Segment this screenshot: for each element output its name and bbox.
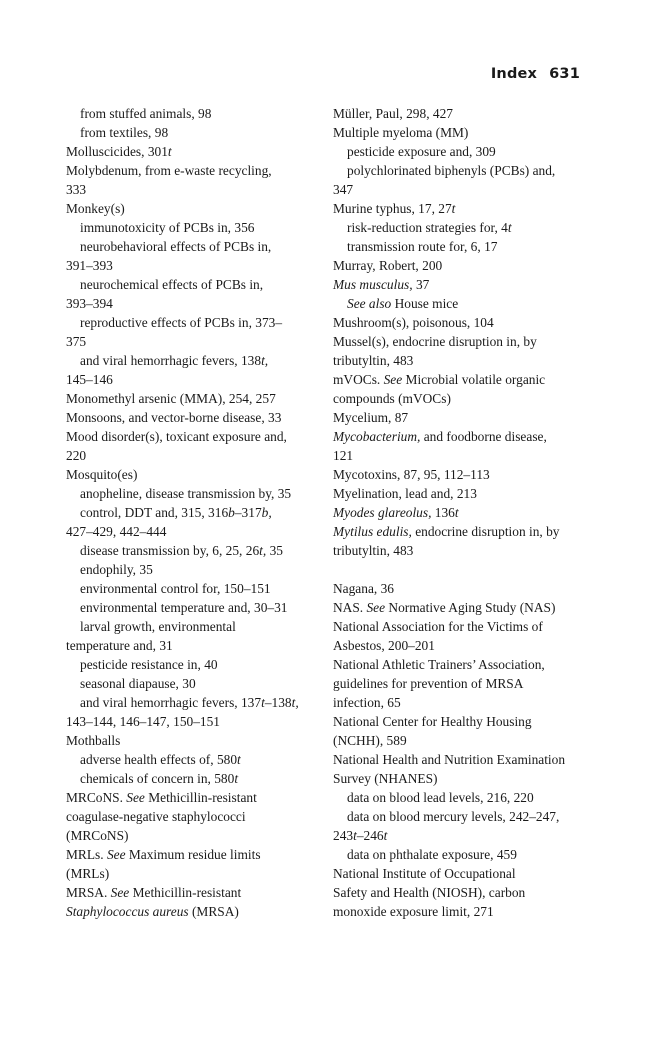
index-subentry [333, 845, 595, 864]
entry-text: (MRCoNS) [66, 828, 129, 843]
entry-text: transmission route for, 6, 17 [347, 239, 498, 254]
entry-text: 393–394 [66, 296, 113, 311]
entry-text: Mood disorder(s), toxicant exposure and, [66, 429, 287, 444]
index-entry-continuation [66, 522, 328, 541]
index-entry-continuation [66, 807, 328, 826]
entry-text: Asbestos, 200–201 [333, 638, 435, 653]
entry-text: and foodborne disease, [420, 429, 547, 444]
entry-text: Mosquito(es) [66, 467, 138, 482]
entry-text: (NCHH), 589 [333, 733, 407, 748]
entry-text: Mus musculus, [333, 277, 413, 292]
entry-text: data on phthalate exposure, 459 [347, 847, 517, 862]
index-subentry [66, 503, 328, 522]
index-entry [66, 883, 328, 902]
entry-text: Murine typhus, 17, 27 [333, 201, 452, 216]
entry-text: Molybdenum, from e-waste recycling, [66, 163, 272, 178]
index-entry [333, 484, 595, 503]
index-entry-continuation [66, 826, 328, 845]
entry-text: See [383, 372, 403, 387]
entry-text: Molluscicides, 301 [66, 144, 168, 159]
entry-text: 136 [431, 505, 455, 520]
entry-text: 333 [66, 182, 87, 197]
entry-text: Mycobacterium, [333, 429, 421, 444]
entry-text: –317 [234, 505, 262, 520]
entry-text: t, [259, 543, 267, 558]
entry-text: monoxide exposure limit, 271 [333, 904, 494, 919]
index-entry-continuation [333, 351, 595, 370]
entry-text: endocrine disruption in, by [411, 524, 560, 539]
running-head [491, 66, 580, 82]
entry-text: pesticide exposure and, 309 [347, 144, 496, 159]
index-subentry [66, 617, 328, 636]
index-subentry [66, 693, 328, 712]
page-number: 631 [549, 66, 580, 82]
entry-text: See also [347, 296, 392, 311]
index-subentry [66, 351, 328, 370]
entry-text: MRSA. [66, 885, 111, 900]
entry-text: neurobehavioral effects of PCBs in, [80, 239, 272, 254]
index-entry [333, 313, 595, 332]
index-entry [66, 788, 328, 807]
index-entry [333, 370, 595, 389]
index-entry [333, 579, 595, 598]
index-entry-continuation [333, 674, 595, 693]
entry-text: environmental control for, 150–151 [80, 581, 271, 596]
entry-text: t [237, 752, 241, 767]
entry-text: MRLs. [66, 847, 107, 862]
entry-text: tributyltin, 483 [333, 543, 414, 558]
entry-text: Mycotoxins, 87, 95, 112–113 [333, 467, 490, 482]
entry-text: (MRLs) [66, 866, 110, 881]
entry-text: compounds (mVOCs) [333, 391, 451, 406]
index-subentry [66, 750, 328, 769]
entry-text: b, [261, 505, 272, 520]
index-subentry [66, 598, 328, 617]
index-entry [333, 427, 595, 446]
entry-text: t [507, 220, 512, 235]
entry-text: Multiple myeloma (MM) [333, 125, 469, 140]
index-subentry [66, 123, 328, 142]
entry-text: Safety and Health (NIOSH), carbon [333, 885, 526, 900]
index-subentry [333, 161, 595, 180]
index-entry [333, 598, 595, 617]
entry-text: Müller, Paul, 298, 427 [333, 106, 453, 121]
entry-text: polychlorinated biphenyls (PCBs) and, [347, 163, 556, 178]
entry-text: National Center for Healthy Housing [333, 714, 532, 729]
index-subentry [333, 237, 595, 256]
entry-text: National Institute of Occupational [333, 866, 516, 881]
entry-text: seasonal diapause, 30 [80, 676, 196, 691]
index-entry-continuation [333, 826, 595, 845]
index-entry [66, 408, 328, 427]
index-entry-continuation [66, 446, 328, 465]
entry-text: risk-reduction strategies for, 4 [347, 220, 508, 235]
index-entry [66, 427, 328, 446]
index-entry [333, 617, 595, 636]
entry-text: 145–146 [66, 372, 113, 387]
index-entry-continuation [333, 180, 595, 199]
index-entry [333, 332, 595, 351]
entry-text: 37 [412, 277, 430, 292]
entry-text: Normative Aging Study (NAS) [385, 600, 556, 615]
index-entry-continuation [333, 541, 595, 560]
index-subentry [333, 788, 595, 807]
entry-text: Staphylococcus aureus [66, 904, 189, 919]
index-entry-continuation [66, 256, 328, 275]
entry-text: (MRSA) [188, 904, 239, 919]
entry-text: larval growth, environmental [80, 619, 236, 634]
index-subentry [66, 313, 328, 332]
index-subentry [66, 541, 328, 560]
entry-text: 347 [333, 182, 354, 197]
entry-text: NAS. [333, 600, 367, 615]
index-entry [333, 712, 595, 731]
entry-text: –138 [264, 695, 292, 710]
index-entry [333, 408, 595, 427]
entry-text: See [126, 790, 145, 805]
entry-text: t [383, 828, 388, 843]
index-entry [333, 503, 595, 522]
entry-text: anopheline, disease transmission by, 35 [80, 486, 292, 501]
index-entry-continuation [333, 883, 595, 902]
index-subentry [333, 142, 595, 161]
index-entry [66, 731, 328, 750]
index-entry [333, 750, 595, 769]
entry-text: data on blood lead levels, 216, 220 [347, 790, 534, 805]
index-entry-continuation [333, 389, 595, 408]
index-entry [333, 104, 595, 123]
index-subentry [66, 104, 328, 123]
entry-text: Monsoons, and vector-borne disease, 33 [66, 410, 282, 425]
index-entry-continuation [333, 731, 595, 750]
entry-text: –246 [356, 828, 384, 843]
index-entry [333, 199, 595, 218]
entry-text: 243 [333, 828, 354, 843]
entry-text: and viral hemorrhagic fevers, 137 [80, 695, 262, 710]
index-entry-continuation [66, 294, 328, 313]
entry-text: from textiles, 98 [80, 125, 169, 140]
entry-text: Monkey(s) [66, 201, 125, 216]
entry-text: and viral hemorrhagic fevers, 138 [80, 353, 262, 368]
entry-text: 220 [66, 448, 87, 463]
entry-text: mVOCs. [333, 372, 384, 387]
entry-text: environmental temperature and, 30–31 [80, 600, 288, 615]
entry-text: b [228, 505, 235, 520]
index-entry-continuation [333, 636, 595, 655]
index-subentry [66, 237, 328, 256]
entry-text: Mothballs [66, 733, 121, 748]
index-entry-continuation [333, 902, 595, 921]
entry-text: control, DDT and, 315, 316 [80, 505, 229, 520]
entry-text: immunotoxicity of PCBs in, 356 [80, 220, 255, 235]
index-entry [333, 275, 595, 294]
index-entry [66, 199, 328, 218]
index-subentry [66, 674, 328, 693]
entry-text: t [167, 144, 172, 159]
letter-group-spacer [333, 560, 595, 579]
entry-text: guidelines for prevention of MRSA [333, 676, 524, 691]
index-subentry [66, 560, 328, 579]
index-entry [333, 864, 595, 883]
entry-text: Murray, Robert, 200 [333, 258, 443, 273]
entry-text: See [106, 847, 126, 862]
index-entry-continuation [66, 864, 328, 883]
index-entry-continuation [66, 902, 328, 921]
entry-text: National Health and Nutrition Examination [333, 752, 566, 767]
entry-text: temperature and, 31 [66, 638, 173, 653]
index-entry [66, 845, 328, 864]
entry-text: National Athletic Trainers’ Association, [333, 657, 545, 672]
entry-text: t [234, 771, 239, 786]
index-entry [333, 522, 595, 541]
entry-text: House mice [391, 296, 459, 311]
entry-text: data on blood mercury levels, 242–247, [347, 809, 560, 824]
index-entry [66, 142, 328, 161]
entry-text: coagulase-negative staphylococci [66, 809, 246, 824]
entry-text: t [454, 505, 459, 520]
entry-text: Mushroom(s), poisonous, 104 [333, 315, 494, 330]
entry-text: MRCoNS. [66, 790, 127, 805]
index-entry-continuation [66, 332, 328, 351]
index-subentry [333, 218, 595, 237]
entry-text: 427–429, 442–444 [66, 524, 167, 539]
index-entry [333, 256, 595, 275]
entry-text: tributyltin, 483 [333, 353, 414, 368]
entry-text: t [261, 695, 265, 710]
index-entry-continuation [333, 693, 595, 712]
entry-text: 143–144, 146–147, 150–151 [66, 714, 220, 729]
index-entry [66, 465, 328, 484]
index-entry-continuation [66, 370, 328, 389]
index-subentry [333, 294, 595, 313]
index-subentry [66, 655, 328, 674]
index-subentry [333, 807, 595, 826]
entry-text: Mussel(s), endocrine disruption in, by [333, 334, 537, 349]
index-entry [333, 465, 595, 484]
index-entry-continuation [66, 712, 328, 731]
index-subentry [66, 579, 328, 598]
index-subentry [66, 769, 328, 788]
index-entry [66, 389, 328, 408]
entry-text: Mycelium, 87 [333, 410, 409, 425]
entry-text: pesticide resistance in, 40 [80, 657, 218, 672]
index-entry [66, 161, 328, 180]
entry-text: chemicals of concern in, 580 [80, 771, 235, 786]
entry-text: Myelination, lead and, 213 [333, 486, 477, 501]
entry-text: disease transmission by, 6, 25, 26 [80, 543, 260, 558]
entry-text: Survey (NHANES) [333, 771, 438, 786]
entry-text: infection, 65 [333, 695, 401, 710]
section-title: Index [490, 66, 538, 82]
index-subentry [66, 275, 328, 294]
entry-text: Nagana, 36 [333, 581, 394, 596]
entry-text: from stuffed animals, 98 [80, 106, 212, 121]
entry-text: 35 [266, 543, 283, 558]
entry-text: National Association for the Victims of [333, 619, 543, 634]
entry-text: Maximum residue limits [125, 847, 261, 862]
index-column-right [333, 104, 595, 921]
index-entry-continuation [66, 636, 328, 655]
index-entry-continuation [66, 180, 328, 199]
entry-text: t, [291, 695, 299, 710]
entry-text: 391–393 [66, 258, 113, 273]
index-entry [333, 123, 595, 142]
entry-text: 121 [333, 448, 354, 463]
entry-text: 375 [66, 334, 87, 349]
entry-text: t, [261, 353, 269, 368]
entry-text: reproductive effects of PCBs in, 373– [80, 315, 283, 330]
entry-text: Monomethyl arsenic (MMA), 254, 257 [66, 391, 276, 406]
entry-text: endophily, 35 [80, 562, 153, 577]
entry-text: See [366, 600, 386, 615]
entry-text: Myodes glareolus, [333, 505, 432, 520]
entry-text: Methicillin-resistant [144, 790, 257, 805]
index-column-left [66, 104, 328, 921]
index-entry [333, 655, 595, 674]
entry-text: t [353, 828, 357, 843]
entry-text: See [110, 885, 130, 900]
entry-text: Methicillin-resistant [129, 885, 242, 900]
index-subentry [66, 484, 328, 503]
entry-text: t [451, 201, 456, 216]
entry-text: adverse health effects of, 580 [80, 752, 238, 767]
entry-text: neurochemical effects of PCBs in, [80, 277, 264, 292]
index-entry-continuation [333, 446, 595, 465]
entry-text: Microbial volatile organic [402, 372, 546, 387]
index-entry-continuation [333, 769, 595, 788]
entry-text: Mytilus edulis, [333, 524, 412, 539]
index-subentry [66, 218, 328, 237]
